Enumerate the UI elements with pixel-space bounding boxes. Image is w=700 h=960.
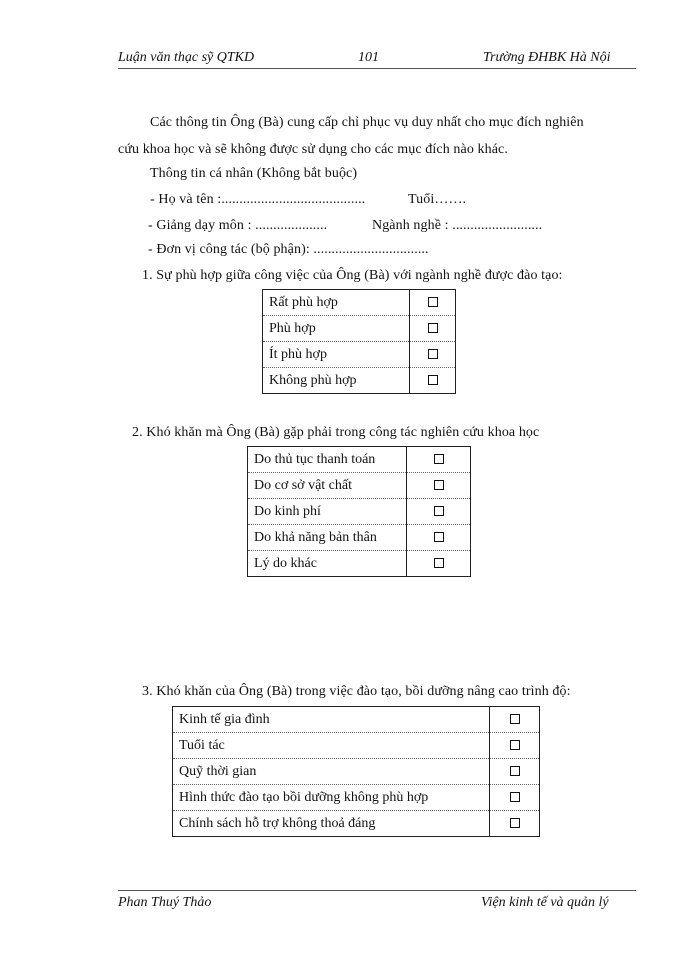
table-row	[248, 499, 471, 525]
name-field-line: - Họ và tên :........................................	[150, 192, 366, 207]
question-1-table	[262, 289, 456, 394]
option-label: Ít phù hợp	[263, 342, 410, 368]
checkbox[interactable]	[434, 480, 444, 490]
checkbox[interactable]	[510, 792, 520, 802]
major-field-line: Ngành nghề : .........................	[372, 218, 543, 233]
checkbox[interactable]	[434, 532, 444, 542]
option-label: Chính sách hỗ trợ không thoả đáng	[173, 811, 490, 837]
option-label: Kinh tế gia đình	[173, 707, 490, 733]
intro-line-1: Các thông tin Ông (Bà) cung cấp chỉ phục vụ duy nhất cho mục đích nghiên	[150, 115, 584, 130]
table-row	[248, 447, 471, 473]
table-row	[173, 785, 540, 811]
option-label: Quỹ thời gian	[173, 759, 490, 785]
header-university: Trường ĐHBK Hà Nội	[483, 50, 611, 65]
intro-line-2: cứu khoa học và sẽ không được sử dụng cho các mục đích nào khác.	[118, 142, 508, 157]
checkbox[interactable]	[510, 766, 520, 776]
personal-info-heading: Thông tin cá nhân (Không bắt buộc)	[150, 166, 358, 181]
table-row	[173, 811, 540, 837]
checkbox[interactable]	[428, 323, 438, 333]
option-label: Hình thức đào tạo bồi dưỡng không phù hợp	[173, 785, 490, 811]
table-row	[173, 707, 540, 733]
option-label: Do khả năng bản thân	[248, 525, 407, 551]
checkbox[interactable]	[510, 818, 520, 828]
checkbox[interactable]	[510, 714, 520, 724]
footer-rule	[118, 890, 636, 891]
checkbox[interactable]	[510, 740, 520, 750]
checkbox[interactable]	[434, 454, 444, 464]
option-label: Do cơ sở vật chất	[248, 473, 407, 499]
table-row	[173, 759, 540, 785]
table-row	[248, 551, 471, 577]
option-label: Do thủ tục thanh toán	[248, 447, 407, 473]
table-row	[248, 473, 471, 499]
question-2-table	[247, 446, 471, 577]
work-unit-line: - Đơn vị công tác (bộ phận): ................................	[148, 242, 429, 257]
option-label: Lý do khác	[248, 551, 407, 577]
header-thesis-title: Luận văn thạc sỹ QTKD	[118, 50, 255, 65]
footer-author: Phan Thuý Thảo	[118, 895, 212, 910]
checkbox[interactable]	[428, 375, 438, 385]
question-3-title: 3. Khó khăn của Ông (Bà) trong việc đào tạo, bồi dưỡng nâng cao trình độ:	[142, 684, 571, 699]
table-row	[248, 525, 471, 551]
age-field-line: Tuổi…….	[408, 192, 467, 207]
option-label: Rất phù hợp	[263, 290, 410, 316]
checkbox[interactable]	[428, 297, 438, 307]
header-rule	[118, 68, 636, 69]
checkbox[interactable]	[428, 349, 438, 359]
header-page-number: 101	[358, 50, 379, 65]
option-label: Phù hợp	[263, 316, 410, 342]
question-2-title: 2. Khó khăn mà Ông (Bà) gặp phải trong công tác nghiên cứu khoa học	[132, 425, 540, 440]
option-label: Do kinh phí	[248, 499, 407, 525]
table-row	[173, 733, 540, 759]
footer-institute: Viện kinh tế và quản lý	[481, 895, 609, 910]
teaching-subject-line: - Giảng dạy môn : ....................	[148, 218, 328, 233]
table-row	[263, 368, 456, 394]
checkbox[interactable]	[434, 506, 444, 516]
question-1-title: 1. Sự phù hợp giữa công việc của Ông (Bà) với ngành nghề được đào tạo:	[142, 268, 563, 283]
table-row	[263, 290, 456, 316]
table-row	[263, 342, 456, 368]
table-row	[263, 316, 456, 342]
question-3-table	[172, 706, 540, 837]
option-label: Không phù hợp	[263, 368, 410, 394]
option-label: Tuổi tác	[173, 733, 490, 759]
checkbox[interactable]	[434, 558, 444, 568]
